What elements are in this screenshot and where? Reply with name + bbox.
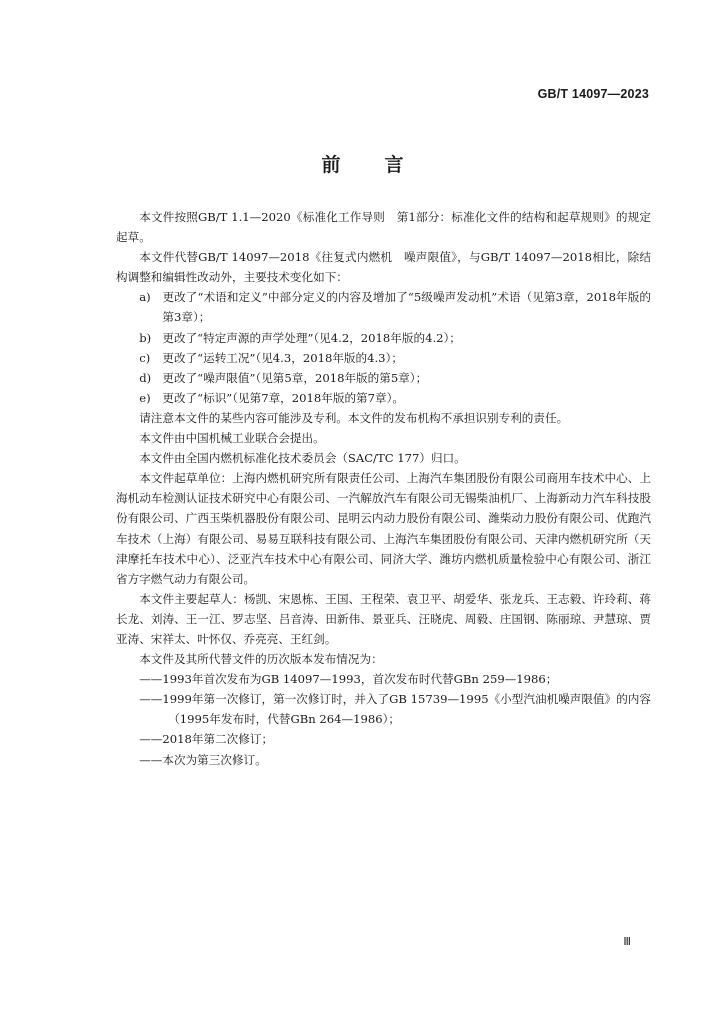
list-marker: d): [139, 370, 152, 385]
list-item-text: 更改了“噪声限值”（见第5章，2018年版的第5章）；: [162, 370, 428, 385]
page-number: Ⅲ: [623, 936, 631, 948]
foreword-body: [116, 207, 651, 770]
custodian-statement: 本文件由全国内燃机标准化技术委员会（SAC/TC 177）归口。: [139, 451, 466, 466]
drafting-rule-paragraph: 本文件按照GB/T 1.1—2020《标准化工作导则 第1部分：标准化文件的结构和起草规则》的规定起草。: [116, 210, 651, 245]
list-item: [116, 368, 651, 388]
page-title: 前言: [321, 154, 448, 176]
history-intro: 本文件及其所代替文件的历次版本发布情况为：: [139, 652, 383, 667]
history-item: ——1999年第一次修订，第一次修订时，并入了GB 15739—1995《小型汽油机噪声限值》的内容（1995年发布时，代替GBn 264—1986）；: [139, 692, 651, 727]
list-marker: b): [139, 330, 152, 345]
list-marker: e): [139, 390, 151, 405]
list-item-text: 更改了“术语和定义”中部分定义的内容及增加了“5级噪声发动机”术语（见第3章，2018年版的第3章）；: [162, 290, 651, 325]
drafters-paragraph: 本文件主要起草人：杨凯、宋恩栋、王国、王程荣、袁卫平、胡爱华、张龙兵、王志毅、许玲莉、蒋长龙、刘涛、王一江、罗志坚、吕音涛、田新伟、景亚兵、汪晓虎、周毅、庄国钢、陈丽琼、尹慧琼、贾亚涛、宋祥太、叶怀仅、乔亮亮、王红剑。: [116, 591, 651, 646]
list-item-text: 更改了“运转工况”（见4.3，2018年版的4.3）；: [162, 350, 403, 365]
history-item: ——1993年首次发布为GB 14097—1993，首次发布时代替GBn 259—1986；: [139, 672, 558, 687]
list-item: [116, 348, 651, 368]
history-item: ——2018年第二次修订；: [139, 732, 274, 747]
list-item-text: 更改了“特定声源的声学处理”（见4.2，2018年版的4.2）；: [162, 330, 461, 345]
changes-list: [116, 287, 651, 408]
list-marker: c): [139, 350, 151, 365]
drafting-units-paragraph: 本文件起草单位：上海内燃机研究所有限责任公司、上海汽车集团股份有限公司商用车技术中心、上海机动车检测认证技术研究中心有限公司、一汽解放汽车有限公司无锡柴油机厂、上海新动力汽车科技股份有限公司、广西玉柴机器股份有限公司、昆明云内动力股份有限公司、潍柴动力股份有限公司、优跑汽车技术（上海）有限公司、易易互联科技有限公司、上海汽车集团股份有限公司、天津内燃机研究所（天津摩托车技术中心）、泛亚汽车技术中心有限公司、同济大学、潍坊内燃机质量检验中心有限公司、浙江省方字燃气动力有限公司。: [116, 471, 651, 586]
list-item: [116, 388, 651, 408]
list-item: [116, 328, 651, 348]
standard-number: GB/T 14097—2023: [537, 87, 649, 101]
history-item: ——本次为第三次修订。: [139, 752, 267, 767]
list-marker: a): [139, 290, 151, 305]
supersedes-paragraph: 本文件代替GB/T 14097—2018《往复式内燃机 噪声限值》，与GB/T 14097—2018相比，除结构调整和编辑性改动外，主要技术变化如下：: [116, 250, 651, 285]
proposer-statement: 本文件由中国机械工业联合会提出。: [139, 431, 325, 446]
patent-notice: 请注意本文件的某些内容可能涉及专利。本文件的发布机构不承担识别专利的责任。: [139, 410, 569, 425]
list-item: [116, 287, 651, 327]
history-list: [116, 669, 651, 769]
list-item-text: 更改了“标识”（见第7章，2018年版的第7章）。: [162, 390, 404, 405]
